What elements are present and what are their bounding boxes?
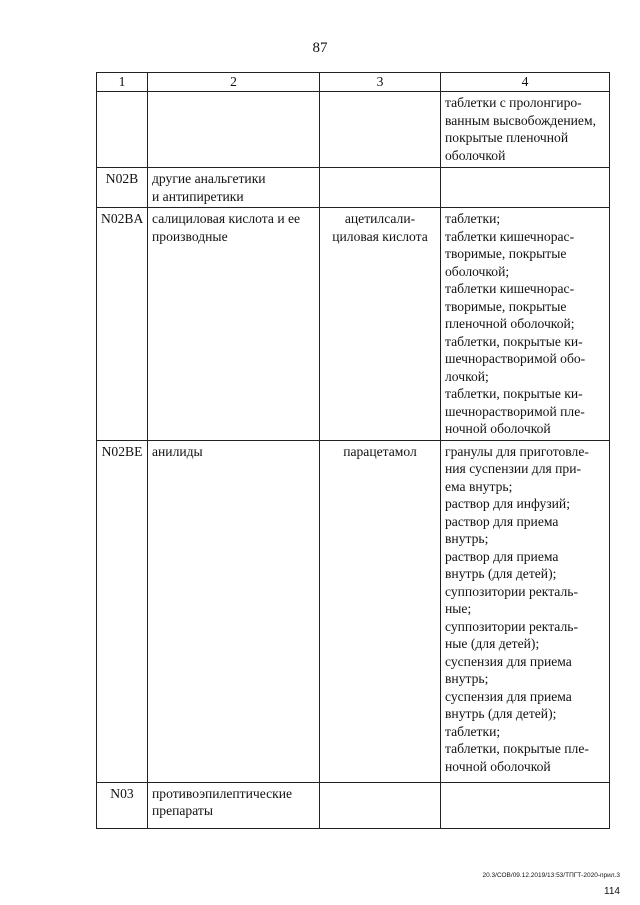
cell-text-line: ночной оболочкой	[445, 758, 551, 774]
column-header-4: 4	[441, 73, 610, 92]
cell-text-line: суспензия для приема	[445, 688, 572, 704]
cell-text-line: пленочной оболочкой;	[445, 316, 575, 331]
cell-text-line: производные	[152, 228, 228, 244]
cell-text-line: гранулы для приготовле-	[445, 443, 589, 459]
cell-text-line: ванным высвобождением,	[445, 112, 596, 128]
atc-code-cell	[97, 92, 148, 168]
cell-text-line: ные;	[445, 601, 472, 616]
column-number-row	[97, 73, 610, 92]
cell-text-line: внутрь (для детей);	[445, 566, 557, 581]
cell-text-line: ния суспензии для при-	[445, 461, 582, 476]
column-header-2: 2	[148, 73, 320, 92]
column-header-1: 1	[97, 73, 148, 92]
dosage-forms-cell	[441, 92, 610, 168]
cell-text-line: таблетки, покрытые ки-	[445, 333, 583, 349]
cell-text-line: внутрь;	[445, 671, 489, 686]
cell-text-line: раствор для инфузий;	[445, 496, 570, 511]
table-row	[97, 208, 610, 441]
cell-text-line: и антипиретики	[152, 188, 244, 204]
cell-text-line: препараты	[152, 803, 213, 818]
drug-name-cell	[320, 440, 441, 782]
cell-text-line: раствор для приема	[445, 513, 559, 529]
cell-text-line: суспензия для приема	[445, 653, 572, 669]
document-footer-code: 20.3/СОВ/09.12.2019/13:53/ТПГТ-2020-прил.3	[482, 872, 620, 879]
cell-text-line: суппозитории ректаль-	[445, 618, 578, 634]
pharmacological-group-cell	[148, 168, 320, 208]
drug-list-table	[96, 72, 610, 829]
drug-name-cell	[320, 168, 441, 208]
cell-text-line: лочкой;	[445, 368, 489, 384]
cell-text-line: таблетки кишечнорас-	[445, 281, 575, 296]
table-row	[97, 92, 610, 168]
drug-name-cell	[320, 782, 441, 828]
atc-code-cell: N02BA	[97, 208, 148, 441]
cell-text-line: ночной оболочкой	[445, 421, 551, 436]
cell-text-line: творимые, покрытые	[445, 298, 567, 314]
drug-name-cell	[320, 208, 441, 441]
sheet-number: 114	[604, 886, 620, 897]
cell-text-line: таблетки;	[445, 211, 501, 226]
pharmacological-group-cell	[148, 208, 320, 441]
cell-text-line: покрытые пленочной	[445, 130, 569, 145]
atc-code-cell: N02B	[97, 168, 148, 208]
column-header-3: 3	[320, 73, 441, 92]
dosage-forms-cell	[441, 168, 610, 208]
page-number: 87	[312, 40, 328, 56]
pharmacological-group-cell	[148, 782, 320, 828]
cell-text-line: таблетки кишечнорас-	[445, 228, 575, 244]
cell-text-line: внутрь;	[445, 531, 489, 546]
cell-text-line: таблетки, покрытые ки-	[445, 386, 583, 401]
cell-text-line: таблетки;	[445, 723, 501, 739]
cell-text-line: ацетилсали-	[344, 211, 416, 226]
cell-text-line: другие анальгетики	[152, 171, 266, 186]
dosage-forms-cell	[441, 208, 610, 441]
table-row	[97, 168, 610, 208]
cell-text-line: циловая кислота	[332, 228, 428, 244]
cell-text-line: парацетамол	[343, 443, 417, 459]
atc-code-cell: N02BE	[97, 440, 148, 782]
table-row	[97, 440, 610, 782]
cell-text-line: оболочкой;	[445, 263, 510, 279]
cell-text-line: творимые, покрытые	[445, 246, 567, 261]
cell-text-line: салициловая кислота и ее	[152, 211, 301, 226]
cell-text-line: шечнорастворимой пле-	[445, 403, 585, 419]
cell-text-line: суппозитории ректаль-	[445, 583, 578, 599]
cell-text-line: анилиды	[152, 443, 203, 459]
cell-text-line: ема внутрь;	[445, 478, 513, 494]
table-row	[97, 782, 610, 828]
cell-text-line: раствор для приема	[445, 548, 559, 564]
dosage-forms-cell	[441, 782, 610, 828]
pharmacological-group-cell	[148, 440, 320, 782]
cell-text-line: противоэпилептические	[152, 785, 293, 801]
cell-text-line: ные (для детей);	[445, 636, 540, 651]
atc-code-cell: N03	[97, 782, 148, 828]
cell-text-line: шечнорастворимой обо-	[445, 351, 586, 366]
cell-text-line: таблетки, покрытые пле-	[445, 741, 589, 756]
dosage-forms-cell	[441, 440, 610, 782]
cell-text-line: оболочкой	[445, 147, 506, 163]
cell-text-line: таблетки с пролонгиро-	[445, 95, 582, 110]
drug-name-cell	[320, 92, 441, 168]
cell-text-line: внутрь (для детей);	[445, 706, 557, 721]
pharmacological-group-cell	[148, 92, 320, 168]
